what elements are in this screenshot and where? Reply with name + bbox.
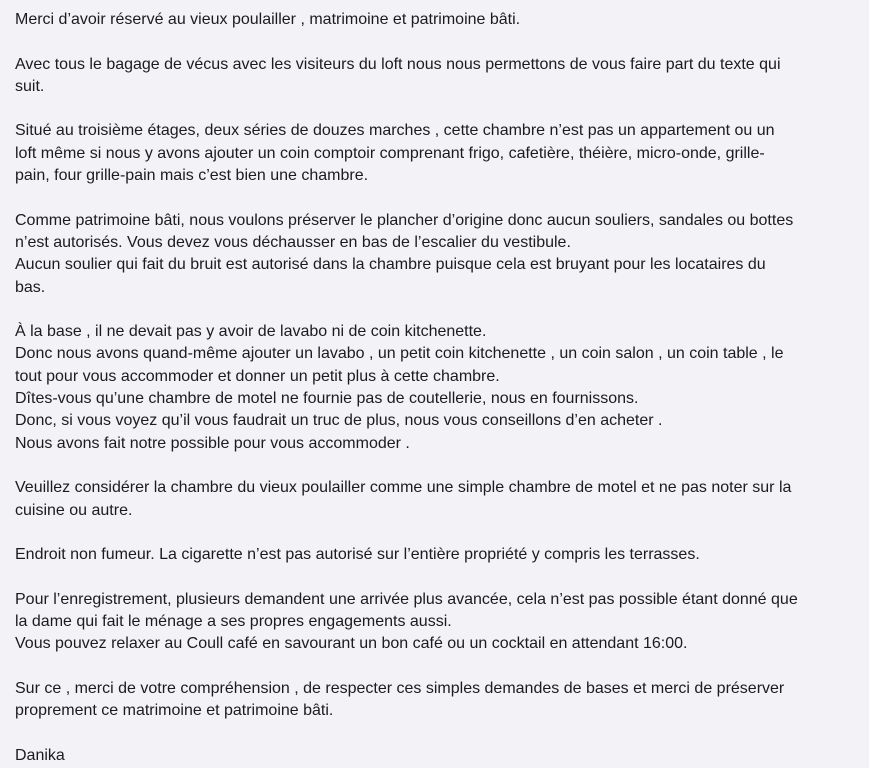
blank-line xyxy=(15,31,853,53)
blank-line xyxy=(15,656,853,678)
message-line: suit. xyxy=(15,77,45,95)
blank-line xyxy=(15,187,853,209)
blank-line xyxy=(15,299,853,321)
message-line: Endroit non fumeur. La cigarette n’est pas autorisé sur l’entière propriété y compris les terrasses. xyxy=(15,546,700,564)
message-line: Avec tous le bagage de vécus avec les visiteurs du loft nous nous permettons de vous faire part du texte qui xyxy=(15,55,781,73)
message-line: tout pour vous accommoder et donner un petit plus à cette chambre. xyxy=(15,367,500,385)
message-line: Aucun soulier qui fait du bruit est autorisé dans la chambre puisque cela est bruyant pour les locataires du xyxy=(15,256,766,274)
message-line: cuisine ou autre. xyxy=(15,501,133,519)
message-line: Donc, si vous voyez qu’il vous faudrait un truc de plus, nous vous conseillons d’en acheter . xyxy=(15,412,663,430)
blank-line xyxy=(15,566,853,588)
message-line: Sur ce , merci de votre compréhension , de respecter ces simples demandes de bases et merci de préserver xyxy=(15,679,785,697)
message-line: Pour l’enregistrement, plusieurs demandent une arrivée plus avancée, cela n’est pas possible étant donné que xyxy=(15,590,798,608)
message-line: Veuillez considérer la chambre du vieux poulailler comme une simple chambre de motel et ne pas noter sur la xyxy=(15,479,792,497)
message-line: Donc nous avons quand-même ajouter un lavabo , un petit coin kitchenette , un coin salon , un coin table , le xyxy=(15,345,784,363)
message-line: bas. xyxy=(15,278,46,296)
message-line: À la base , il ne devait pas y avoir de lavabo ni de coin kitchenette. xyxy=(15,323,487,341)
message-line: Nous avons fait notre possible pour vous accommoder . xyxy=(15,434,410,452)
signature: Danika xyxy=(15,746,65,764)
message-line: Situé au troisième étages, deux séries de douzes marches , cette chambre n’est pas un appartement ou un xyxy=(15,122,775,140)
message-line: la dame qui fait le ménage a ses propres engagements aussi. xyxy=(15,613,452,631)
message-line: Dîtes-vous qu’une chambre de motel ne fournie pas de coutellerie, nous en fournissons. xyxy=(15,390,639,408)
message-line: proprement ce matrimoine et patrimoine bâti. xyxy=(15,702,334,720)
blank-line xyxy=(15,522,853,544)
message-line: n’est autorisés. Vous devez vous déchausser en bas de l’escalier du vestibule. xyxy=(15,233,571,251)
message-line: Comme patrimoine bâti, nous voulons préserver le plancher d’origine donc aucun souliers, sandales ou bottes xyxy=(15,211,794,229)
message-line: Vous pouvez relaxer au Coull café en savourant un bon café ou un cocktail en attendant 16:00. xyxy=(15,635,688,653)
message-line: loft même si nous y avons ajouter un coin comptoir comprenant frigo, cafetière, théière, micro-onde, grille- xyxy=(15,144,765,162)
message-line: pain, four grille-pain mais c’est bien une chambre. xyxy=(15,167,369,185)
message-line: Merci d’avoir réservé au vieux poulailler , matrimoine et patrimoine bâti. xyxy=(15,11,521,28)
blank-line xyxy=(15,455,853,477)
blank-line xyxy=(15,723,853,745)
blank-line xyxy=(15,98,853,120)
